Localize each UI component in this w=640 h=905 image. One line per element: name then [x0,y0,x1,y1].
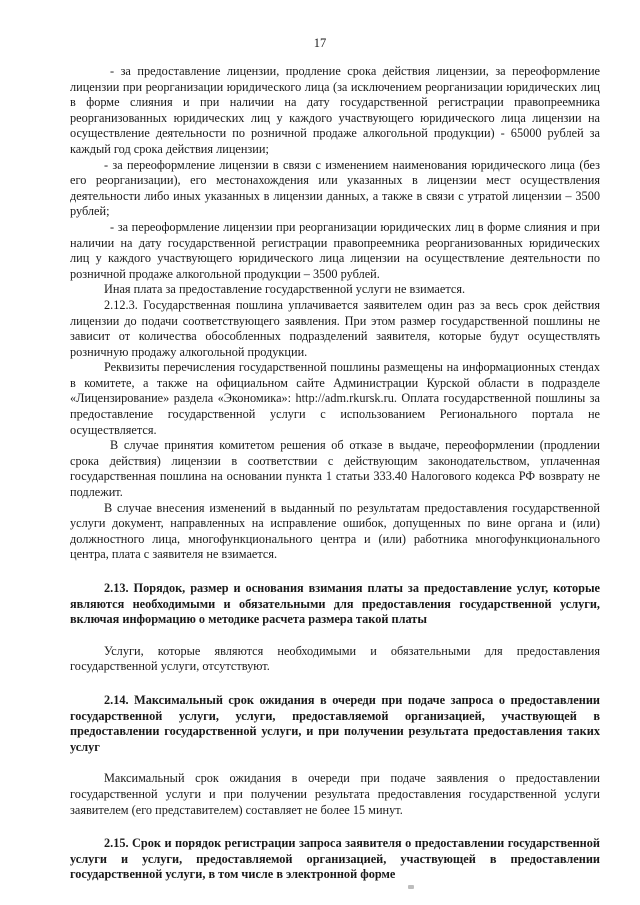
section-heading-2-14: 2.14. Максимальный срок ожидания в очереди при подаче запроса о предоставлении государственной услуги, услуги, предоставляемой организацией, участвующей в предоставлении государственной услуги, и при получении результата предоставления таких услуг [70,692,600,754]
no-other-fee-paragraph: Иная плата за предоставление государственной услуги не взимается. [104,282,466,297]
section-heading-2-15: 2.15. Срок и порядок регистрации запроса заявителя о предоставлении государственной услуги и услуги, предоставляемой организацией, участвующей в предоставлении государственной услуги, в том числе в электронной форме [70,836,600,882]
fee-paragraph-reissue-merger: - за переоформление лицензии при реорганизации юридических лиц в форме слияния и при наличии на дату государственной регистрации правопреемника реорганизованных юридических лиц у каждого участвующего юридического лица лицензии на осуществление деятельности по розничной продаже алкогольной продукции – 3500 рублей. [70,219,600,281]
fee-paragraph-license: - за предоставление лицензии, продление срока действия лицензии, за переоформление лицензии при реорганизации юридического лица (за исключением реорганизации юридических лиц в форме слияния и при наличии на дату государственной регистрации правопреемника реорганизованных юридических лиц у каждого участвующего юридического лица лицензии на осуществление деятельности по розничной продаже алкогольной продукции) - 65000 рублей за каждый год срока действия лицензии; [70,64,600,156]
section-heading-2-13: 2.13. Порядок, размер и основания взимания платы за предоставление услуг, которые являются необходимыми и обязательными для предоставления государственной услуги, включая информацию о методике расчета размера такой платы [70,581,600,627]
page-number: 17 [313,36,327,50]
scan-artifact [408,885,414,889]
fee-paragraph-reissue-rename: - за переоформление лицензии в связи с изменением наименования юридического лица (без его реорганизации), его местонахождения или указанных в лицензии мест осуществления деятельности либо иных указанных в лицензии данных, а также в связи с утратой лицензии – 3500 рублей; [70,157,600,219]
duty-payment-paragraph: 2.12.3. Государственная пошлина уплачивается заявителем один раз за весь срок действия лицензии до подачи соответствующего заявления. При этом размер государственной пошлины не зависит от количества обособленных подразделений заявителя, которые будут осуществлять розничную продажу алкогольной продукции. [70,297,600,359]
corrections-paragraph: В случае внесения изменений в выданный по результатам предоставления государственной услуги документ, направленных на исправление ошибок, допущенных по вине органа и (или) должностного лица, многофункционального центра и (или) работника многофункционального центра, плата с заявителя не взимается. [70,500,600,562]
refusal-paragraph: В случае принятия комитетом решения об отказе в выдаче, переоформлении (продлении срока действия) лицензии в соответствии с действующим законодательством, уплаченная государственная пошлина на основании пункта 1 статьи 333.40 Налогового кодекса РФ возврату не подлежит. [70,438,600,500]
necessary-services-paragraph: Услуги, которые являются необходимыми и обязательными для предоставления государственной услуги, отсутствуют. [70,643,600,674]
duty-details-paragraph: Реквизиты перечисления государственной пошлины размещены на информационных стендах в комитете, а также на официальном сайте Администрации Курской области в подразделе «Лицензирование» раздела «Экономика»: http://adm.rkursk.ru. Оплата государственной пошлины за предоставление государственной услуги с использованием Регионального портала не осуществляется. [70,360,600,437]
document-body [70,64,600,883]
waiting-time-paragraph: Максимальный срок ожидания в очереди при подаче заявления о предоставлении государственной услуги и при получении результата предоставления государственной услуги заявителем (его представителем) составляет не более 15 минут. [70,771,600,817]
